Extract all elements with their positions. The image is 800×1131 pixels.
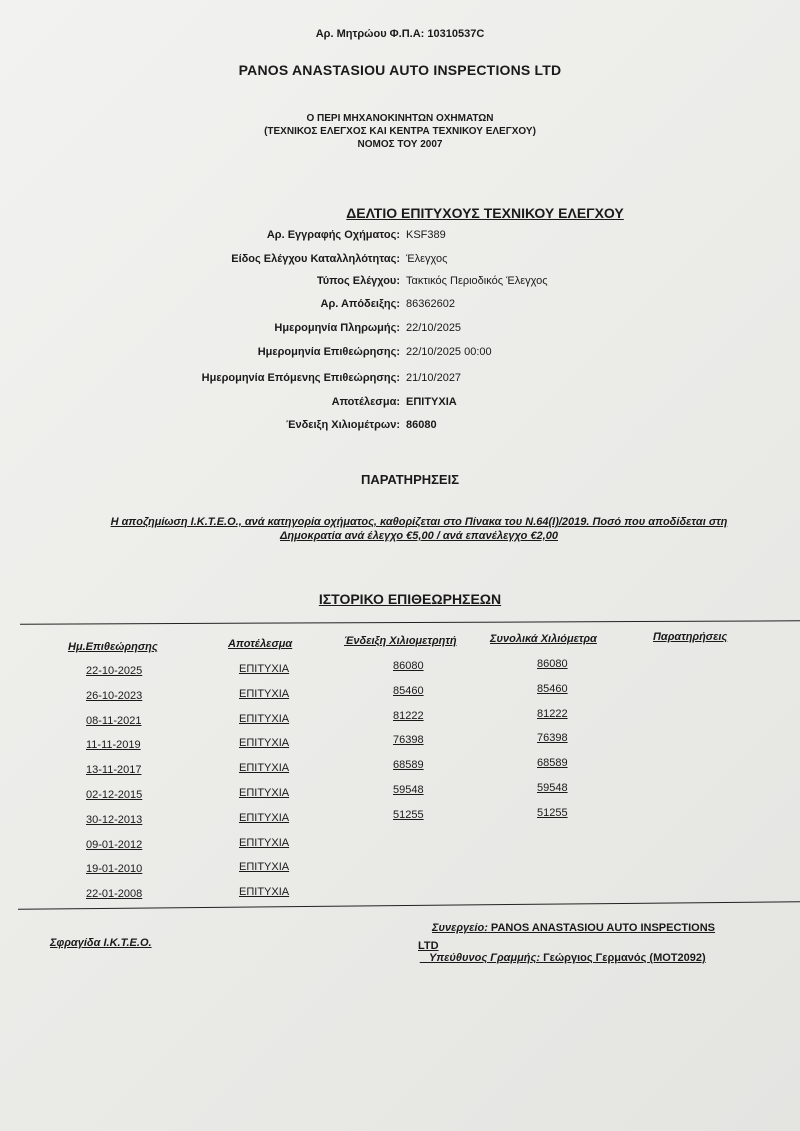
cell-result: ΕΠΙΤΥΧΙΑ	[239, 762, 290, 775]
cell-result: ΕΠΙΤΥΧΙΑ	[239, 886, 290, 899]
field-label: Ημερομηνία Επόμενης Επιθεώρησης:	[201, 372, 400, 384]
cell-date: 13-11-2017	[86, 764, 142, 777]
stamp-label: Σφραγίδα Ι.Κ.Τ.Ε.Ο.	[50, 937, 152, 949]
company-name: PANOS ANASTASIOU AUTO INSPECTIONS LTD	[238, 62, 562, 78]
field-value: 86362602	[406, 298, 455, 310]
field-value: 86080	[406, 419, 437, 431]
cell-result: ΕΠΙΤΥΧΙΑ	[239, 787, 290, 799]
cell-odometer: 81222	[393, 709, 424, 722]
cell-odometer: 59548	[393, 784, 424, 796]
cell-odometer: 86080	[393, 660, 424, 672]
column-header-result: Αποτέλεσμα	[228, 638, 293, 650]
field-value: 22/10/2025 00:00	[406, 346, 492, 358]
field-value: 21/10/2027	[406, 372, 462, 384]
law-reference	[0, 112, 800, 151]
field-label: Είδος Ελέγχου Καταλληλότητας:	[231, 253, 400, 265]
field-value: Τακτικός Περιοδικός Έλεγχος	[406, 275, 548, 287]
cell-date: 22-01-2008	[86, 888, 143, 901]
vat-number: Αρ. Μητρώου Φ.Π.Α: 10310537C	[315, 28, 485, 40]
cell-total: 85460	[537, 682, 568, 695]
cell-total: 81222	[537, 707, 568, 720]
cell-result: ΕΠΙΤΥΧΙΑ	[239, 687, 290, 700]
cell-total: 68589	[537, 757, 568, 770]
cell-date: 26-10-2023	[86, 689, 143, 702]
workshop-value-continued: LTD	[418, 940, 439, 952]
cell-result: ΕΠΙΤΥΧΙΑ	[239, 737, 290, 750]
cell-date: 19-01-2010	[86, 863, 143, 876]
cell-total: 51255	[537, 806, 568, 819]
cell-odometer: 68589	[393, 759, 424, 772]
field-label: Αποτέλεσμα:	[331, 396, 400, 408]
field-label: Αρ. Απόδειξης:	[320, 298, 400, 310]
field-label: Ημερομηνία Επιθεώρησης:	[257, 346, 400, 358]
remarks-title: ΠΑΡΑΤΗΡΗΣΕΙΣ	[360, 472, 460, 487]
cell-result: ΕΠΙΤΥΧΙΑ	[239, 811, 290, 824]
cell-odometer: 51255	[393, 808, 424, 821]
history-title: ΙΣΤΟΡΙΚΟ ΕΠΙΘΕΩΡΗΣΕΩΝ	[318, 591, 502, 607]
field-value: ΕΠΙΤΥΧΙΑ	[406, 396, 457, 408]
cell-result: ΕΠΙΤΥΧΙΑ	[239, 712, 290, 725]
column-header-remarks: Παρατηρήσεις	[653, 631, 728, 643]
cell-date: 09-01-2012	[86, 838, 143, 851]
field-value: Έλεγχος	[406, 253, 448, 265]
cell-date: 22-10-2025	[86, 665, 143, 677]
column-header-date: Ημ.Επιθεώρησης	[68, 641, 158, 653]
law-line-1: Ο ΠΕΡΙ ΜΗΧΑΝΟΚΙΝΗΤΩΝ ΟΧΗΜΑΤΩΝ	[306, 113, 494, 124]
law-line-2: (ΤΕΧΝΙΚΟΣ ΕΛΕΓΧΟΣ ΚΑΙ ΚΕΝΤΡΑ ΤΕΧΝΙΚΟΥ ΕΛΕΓΧΟΥ)	[264, 126, 536, 137]
cell-date: 30-12-2013	[86, 813, 143, 826]
remarks-line-1: Η αποζημίωση Ι.Κ.Τ.Ε.Ο., ανά κατηγορία οχήματος, καθορίζεται στο Πίνακα του Ν.64(Ι)/2019. Ποσό που αποδίδεται στη	[110, 516, 728, 528]
cell-date: 08-11-2021	[86, 714, 142, 727]
field-label: Τύπος Ελέγχου:	[316, 275, 400, 287]
responsible-value: Γεώργιος Γερμανός (MOT2092)	[543, 952, 706, 964]
remarks-text	[34, 515, 800, 543]
law-line-3: ΝΟΜΟΣ ΤΟΥ 2007	[357, 139, 443, 150]
cell-result: ΕΠΙΤΥΧΙΑ	[239, 861, 290, 874]
responsible-label: Υπεύθυνος Γραμμής:	[428, 952, 540, 964]
field-label: Ημερομηνία Πληρωμής:	[274, 322, 400, 334]
field-value: 22/10/2025	[406, 322, 462, 334]
responsible-line: _ Υπεύθυνος Γραμμής: Γεώργιος Γερμανός (MOT2092)	[420, 952, 706, 964]
cell-result: ΕΠΙΤΥΧΙΑ	[239, 836, 290, 849]
field-value: KSF389	[406, 229, 446, 241]
field-label: Ένδειξη Χιλιομέτρων:	[286, 419, 400, 431]
history-top-divider	[20, 620, 800, 624]
history-bottom-divider	[18, 901, 800, 910]
workshop-label: Συνεργείο:	[432, 922, 488, 934]
cell-total: 59548	[537, 782, 568, 794]
remarks-line-2: Δημοκρατία ανά έλεγχο €5,00 / ανά επανέλεγχο €2,00	[280, 530, 558, 542]
cell-odometer: 85460	[393, 684, 424, 697]
cell-date: 02-12-2015	[86, 789, 143, 801]
workshop-value: PANOS ANASTASIOU AUTO INSPECTIONS	[490, 922, 716, 934]
column-header-total: Συνολικά Χιλιόμετρα	[490, 633, 597, 645]
cell-total: 76398	[537, 732, 568, 745]
workshop-line	[432, 922, 715, 934]
certificate-title: ΔΕΛΤΙΟ ΕΠΙΤΥΧΟΥΣ ΤΕΧΝΙΚΟΥ ΕΛΕΓΧΟΥ	[346, 205, 624, 221]
cell-odometer: 76398	[393, 734, 424, 747]
cell-date: 11-11-2019	[86, 739, 141, 752]
field-label: Αρ. Εγγραφής Οχήματος:	[266, 229, 400, 241]
cell-result: ΕΠΙΤΥΧΙΑ	[239, 663, 290, 675]
cell-total: 86080	[537, 658, 568, 670]
column-header-odometer: Ένδειξη Χιλιομετρητή	[344, 635, 457, 647]
